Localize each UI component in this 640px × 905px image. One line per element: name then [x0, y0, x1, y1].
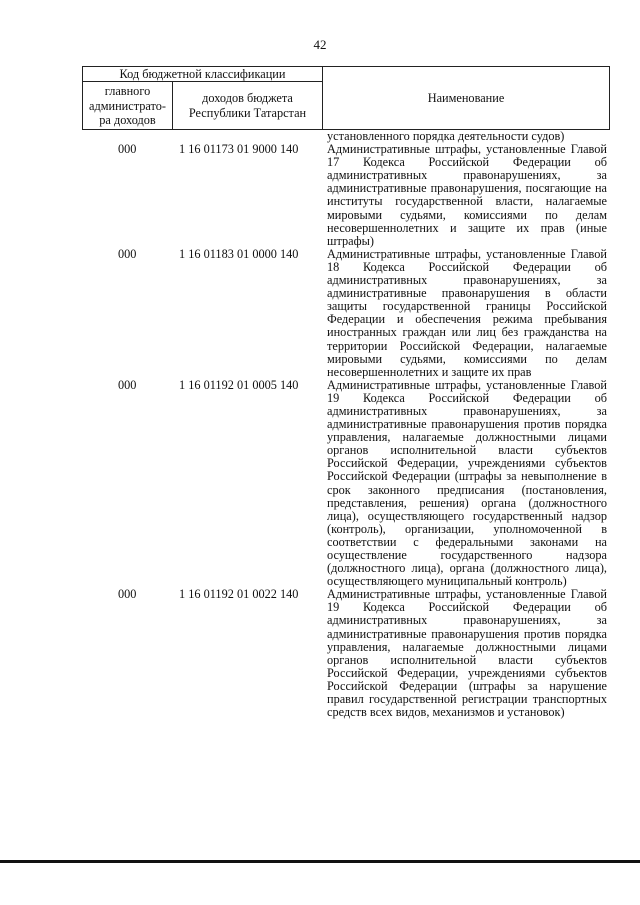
- table-row: [82, 588, 610, 719]
- row-description: Административные штрафы, установленные Главой 18 Кодекса Российской Федерации об административных правонарушениях, за административные правонарушения в области защиты государственной границы Российской Федерации и обеспечения режима пребывания иностранных граждан или лиц без гражданства на территории Российской Федерации, налагаемые мировыми судьями, комиссиями по делам несовершеннолетних и защите их прав: [327, 246, 607, 379]
- row-description: Административные штрафы, установленные Главой 19 Кодекса Российской Федерации об административных правонарушениях, за административные правонарушения против порядка управления, налагаемые должностными лицами органов исполнительной власти субъектов Российской Федерации, учреждениями субъектов Российской Федерации (штрафы за невыполнение в срок законного предписания (постановления, представления, решения) органа (должностного лица), осуществляющего государственный надзор (контроль), организации, уполномоченной в соответствии с федеральными законами на осуществление государственного надзора (должностного лица), органа (должностного лица), осуществляющего муниципальный контроль): [327, 377, 607, 589]
- header-budget-classification: Код бюджетной классификации: [83, 67, 323, 82]
- admin-code: 000: [118, 246, 137, 261]
- budget-code: 1 16 01192 01 0022 140: [179, 587, 299, 602]
- budget-code: 1 16 01192 01 0005 140: [179, 377, 299, 392]
- row-description: Административные штрафы, установленные Главой 19 Кодекса Российской Федерации об административных правонарушениях, за административные правонарушения против порядка управления, налагаемые должностными лицами органов исполнительной власти субъектов Российской Федерации, учреждениями субъектов Российской Федерации (штрафы за нарушение правил государственной регистрации транспортных средств всех видов, механизмов и установок): [327, 587, 607, 720]
- table-header: [82, 66, 610, 130]
- table-body: [82, 130, 610, 719]
- admin-code: 000: [118, 142, 137, 157]
- header-col1-line: администрато-: [89, 98, 166, 113]
- bottom-scan-border: [0, 860, 640, 863]
- admin-code: 000: [118, 587, 137, 602]
- continuation-text: установленного порядка деятельности судов): [327, 129, 565, 143]
- admin-code: 000: [118, 377, 137, 392]
- header-col2-line: доходов бюджета: [202, 91, 293, 105]
- table-row: [82, 248, 610, 379]
- header-col2-line: Республики Татарстан: [188, 105, 307, 120]
- budget-code: 1 16 01183 01 0000 140: [179, 246, 299, 261]
- row-description: Административные штрафы, установленные Главой 17 Кодекса Российской Федерации об административных правонарушениях, за административные правонарушения, посягающие на институты государственной власти, налагаемые мировыми судьями, комиссиями по делам несовершеннолетних и защите их прав (иные штрафы): [327, 142, 607, 248]
- header-col1-line: главного: [104, 84, 151, 98]
- header-budget-revenue: [173, 82, 323, 130]
- table-row: [82, 143, 610, 248]
- header-col1-line: ра доходов: [99, 113, 156, 127]
- header-main-administrator: [83, 82, 173, 130]
- budget-code: 1 16 01173 01 9000 140: [179, 142, 299, 157]
- page-number: 42: [313, 37, 327, 52]
- table-row: [82, 379, 610, 589]
- header-name: Наименование: [427, 91, 505, 105]
